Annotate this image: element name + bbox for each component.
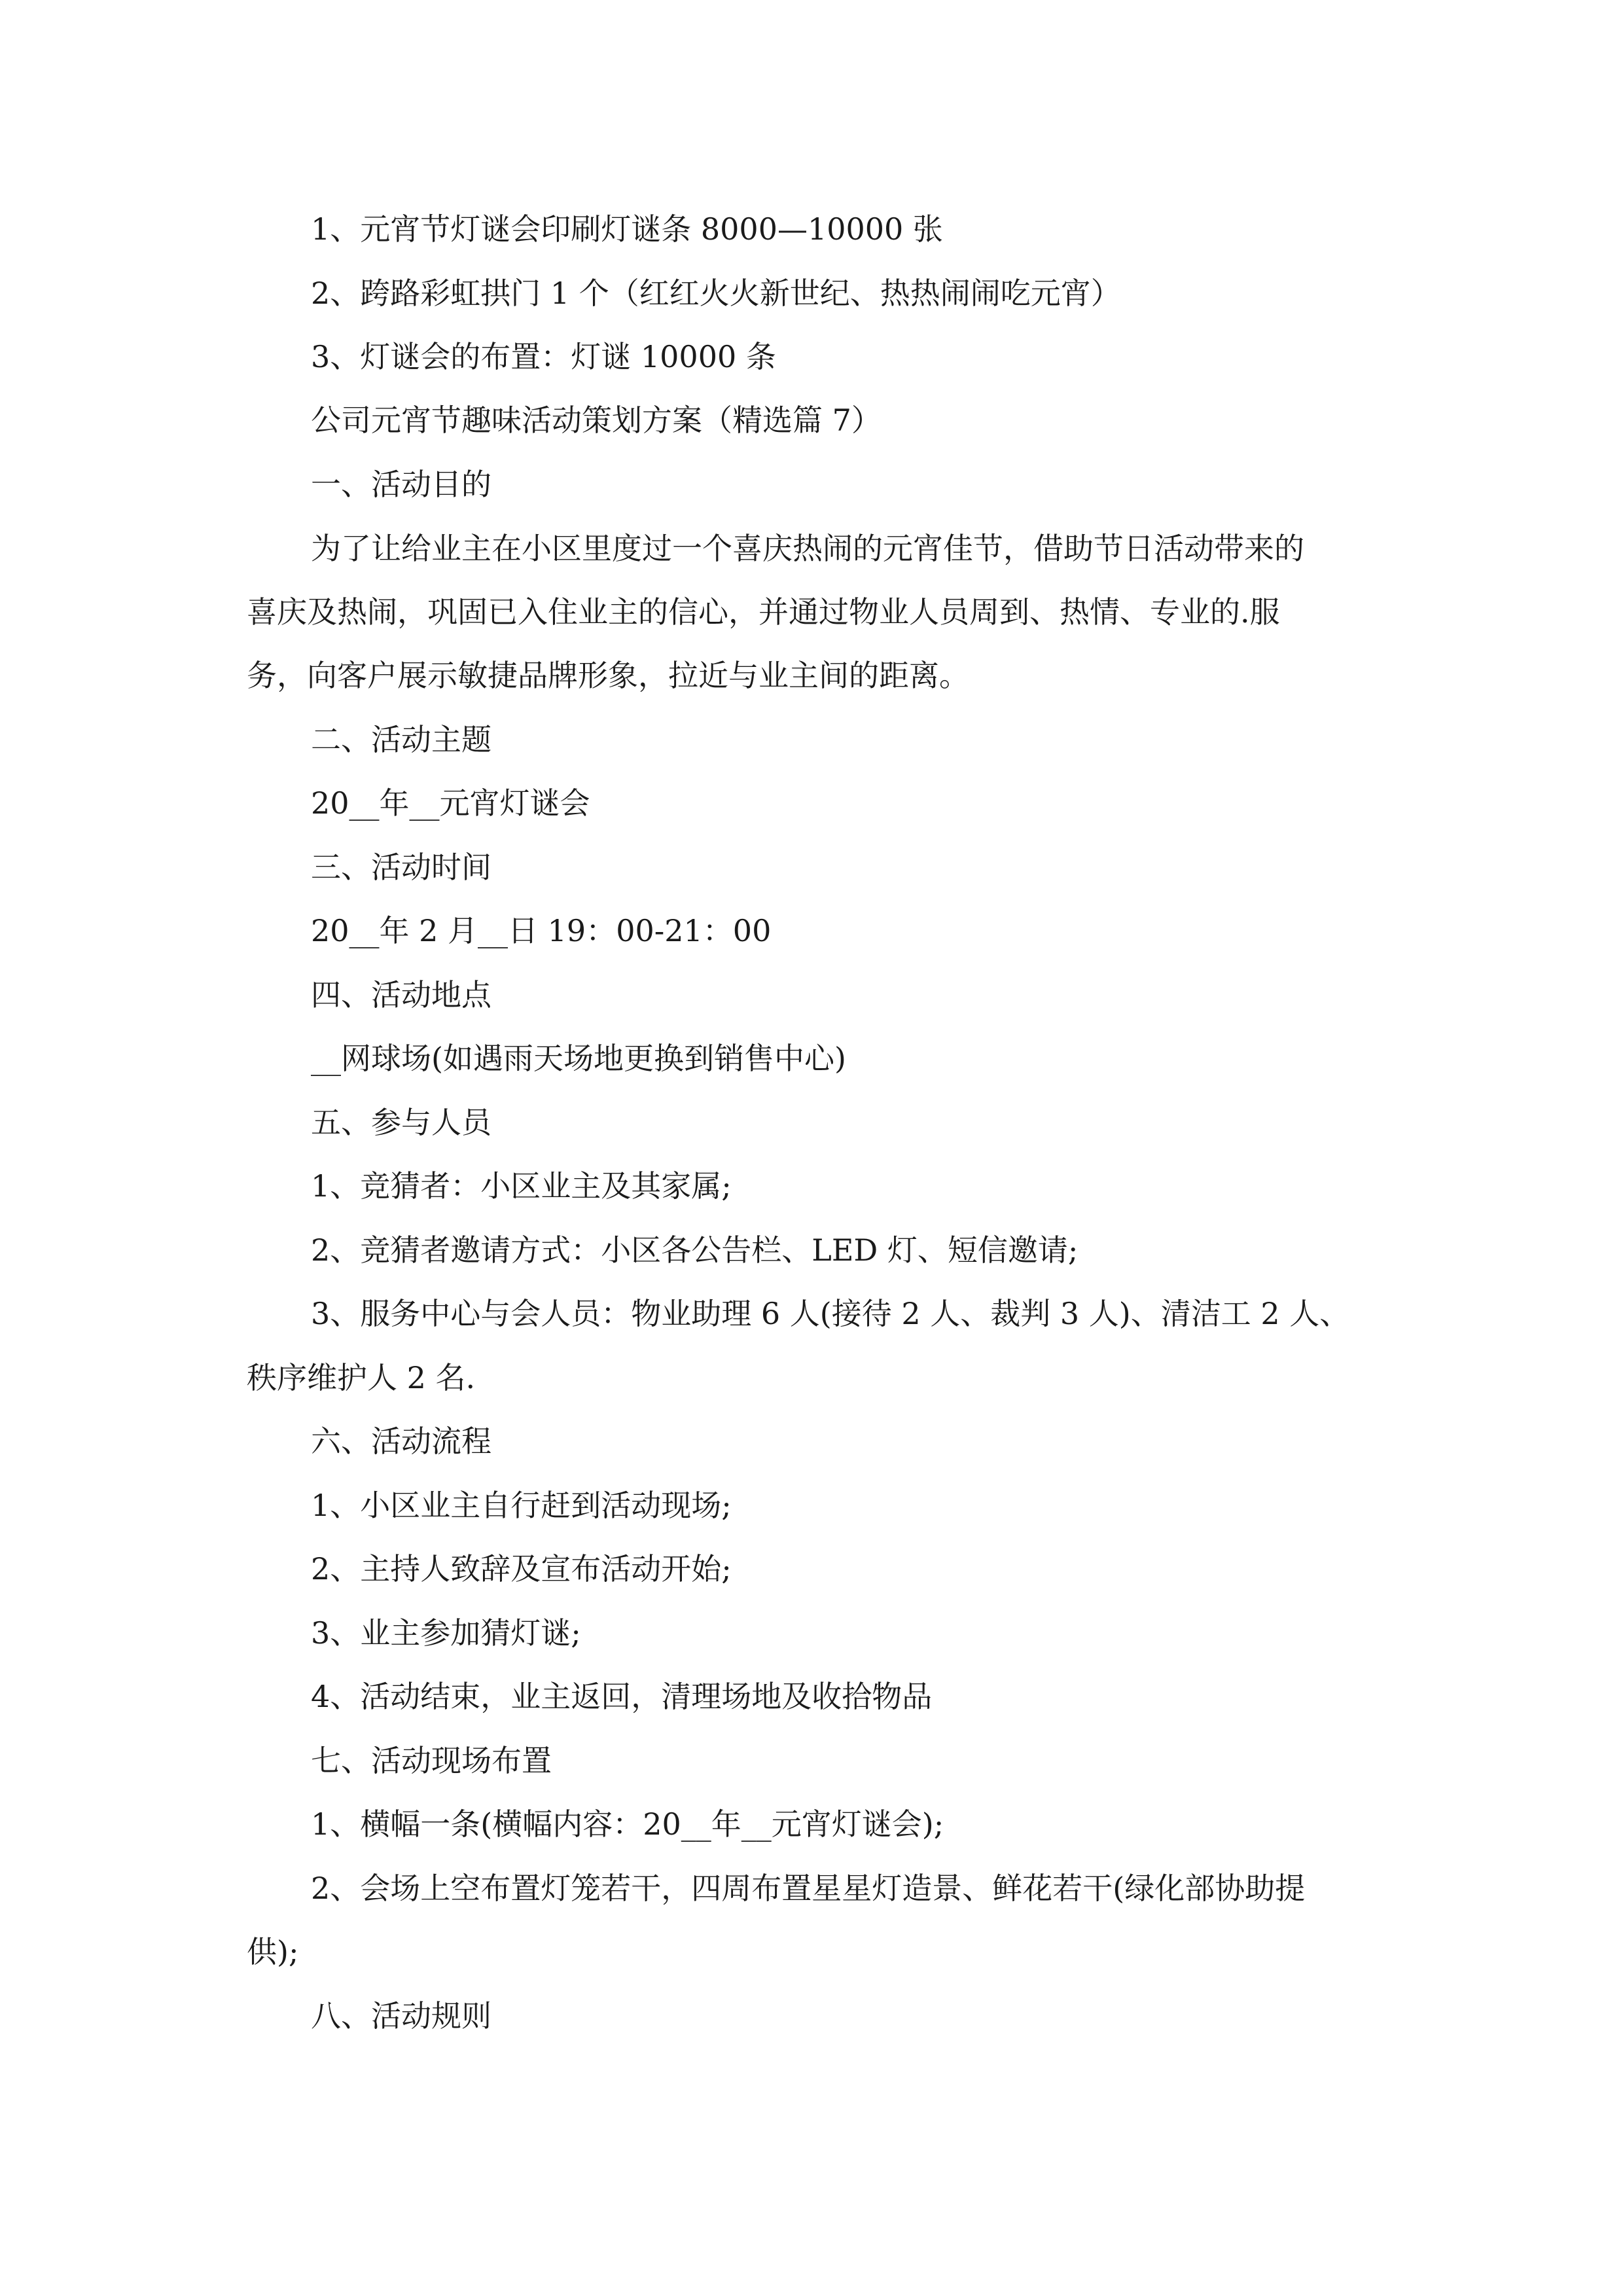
list-item-staff-line-1: 3、服务中心与会人员：物业助理 6 人(接待 2 人、裁判 3 人)、清洁工 2 人、 bbox=[311, 1296, 1350, 1331]
list-item-print-riddles: 1、元宵节灯谜会印刷灯谜条 8000—10000 张 bbox=[311, 211, 943, 247]
heading-time: 三、活动时间 bbox=[311, 850, 491, 885]
paragraph-purpose-line-3: 务，向客户展示敏捷品牌形象，拉近与业主间的距离。 bbox=[247, 658, 969, 693]
paragraph-purpose-line-1: 为了让给业主在小区里度过一个喜庆热闹的元宵佳节，借助节日活动带来的 bbox=[311, 531, 1304, 566]
list-item-arrive: 1、小区业主自行赶到活动现场; bbox=[311, 1488, 732, 1523]
heading-purpose: 一、活动目的 bbox=[311, 467, 491, 502]
list-item-guessers: 1、竞猜者：小区业主及其家属; bbox=[311, 1168, 732, 1204]
heading-venue-layout: 七、活动现场布置 bbox=[311, 1743, 552, 1778]
heading-theme: 二、活动主题 bbox=[311, 722, 491, 757]
list-item-lanterns-line-1: 2、会场上空布置灯笼若干，四周布置星星灯造景、鲜花若干(绿化部协助提 bbox=[311, 1871, 1306, 1906]
heading-rules: 八、活动规则 bbox=[311, 1998, 491, 2034]
list-item-invitation: 2、竞猜者邀请方式：小区各公告栏、LED 灯、短信邀请; bbox=[311, 1232, 1079, 1268]
list-item-lanterns-line-2: 供); bbox=[247, 1934, 299, 1969]
list-item-arch: 2、跨路彩虹拱门 1 个（红红火火新世纪、热热闹闹吃元宵） bbox=[311, 276, 1121, 311]
time-text: 20__年 2 月__日 19：00-21：00 bbox=[311, 913, 772, 948]
location-text: __网球场(如遇雨天场地更换到销售中心) bbox=[311, 1041, 846, 1076]
list-item-banner: 1、横幅一条(横幅内容：20__年__元宵灯谜会); bbox=[311, 1806, 944, 1842]
list-item-host-speech: 2、主持人致辞及宣布活动开始; bbox=[311, 1551, 732, 1587]
heading-participants: 五、参与人员 bbox=[311, 1105, 491, 1140]
list-item-end: 4、活动结束，业主返回，清理场地及收拾物品 bbox=[311, 1679, 933, 1714]
list-item-staff-line-2: 秩序维护人 2 名. bbox=[247, 1360, 476, 1395]
list-item-riddle-layout: 3、灯谜会的布置：灯谜 10000 条 bbox=[311, 339, 776, 374]
theme-text: 20__年__元宵灯谜会 bbox=[311, 785, 590, 821]
section-title: 公司元宵节趣味活动策划方案（精选篇 7） bbox=[311, 403, 882, 438]
heading-process: 六、活动流程 bbox=[311, 1424, 491, 1459]
list-item-guess-riddles: 3、业主参加猜灯谜; bbox=[311, 1615, 581, 1651]
paragraph-purpose-line-2: 喜庆及热闹，巩固已入住业主的信心，并通过物业人员周到、热情、专业的.服 bbox=[247, 594, 1280, 630]
heading-location: 四、活动地点 bbox=[311, 977, 491, 1013]
